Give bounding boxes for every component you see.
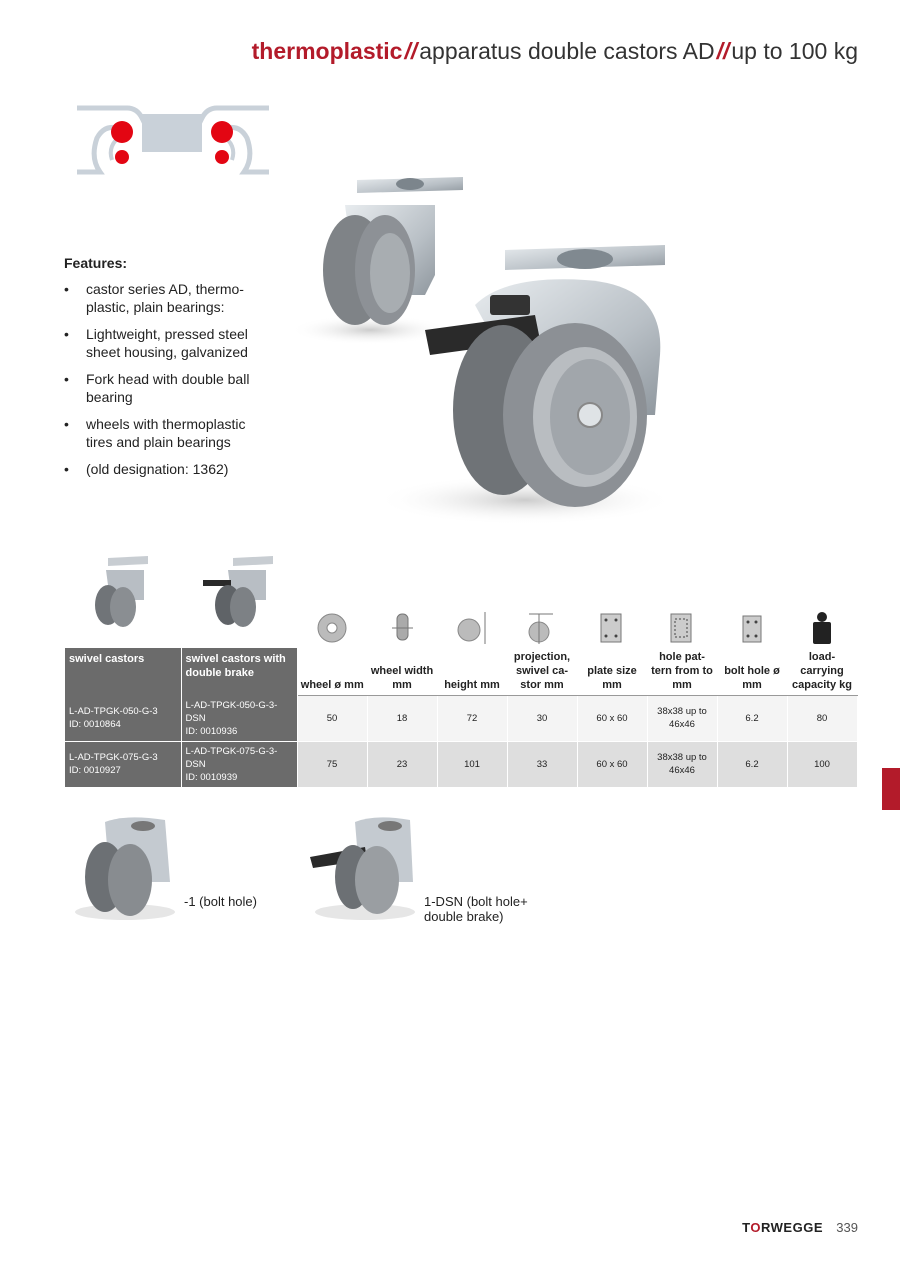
col-header-wheel-dia: wheel ø mm: [297, 648, 367, 696]
col-header-wheel-width: wheel width mm: [367, 648, 437, 696]
header-category: thermoplastic: [251, 38, 403, 64]
swivel-cell: [65, 696, 181, 742]
bolt-hole-castor-photo: [65, 812, 180, 924]
header-load: up to 100 kg: [731, 38, 858, 64]
hole-pattern-icon: [668, 610, 698, 646]
cell-bolt-hole: 6.2: [717, 741, 787, 787]
cell-wheel-width: 18: [367, 696, 437, 742]
variant-bolt-hole-brake-caption: 1-DSN (bolt hole+ double brake): [424, 894, 528, 924]
wheel-width-icon: [390, 608, 415, 646]
table-row: [65, 741, 857, 787]
article-code: L-AD-TPGK-050-G-3-DSN: [185, 699, 278, 724]
double-castor-diagram: [72, 100, 272, 180]
page-header: [252, 38, 858, 65]
cell-hole-pattern: 38x38 up to 46x46: [647, 741, 717, 787]
brand-logo: [742, 1220, 823, 1235]
weight-icon: [810, 610, 835, 646]
cell-projection: 33: [507, 741, 577, 787]
article-code: L-AD-TPGK-050-G-3: [69, 706, 158, 717]
page-number: 339: [836, 1220, 858, 1235]
col-header-hole-pattern: hole pat-tern from to mm: [647, 648, 717, 696]
logo-text: RWEGGE: [761, 1220, 823, 1235]
col-header-bolt-hole: bolt hole ø mm: [717, 648, 787, 696]
header-separator: //: [404, 38, 418, 64]
cell-bolt-hole: 6.2: [717, 696, 787, 742]
brake-cell: [181, 741, 297, 787]
cell-plate-size: 60 x 60: [577, 696, 647, 742]
cell-wheel-dia: 50: [297, 696, 367, 742]
feature-item: • wheels with thermoplastic tires and plain bearings: [64, 415, 274, 451]
article-id: ID: 0010936: [185, 725, 238, 737]
features-list: [64, 280, 274, 487]
plate-size-icon: [598, 610, 628, 646]
logo-text-o: O: [750, 1220, 761, 1235]
cell-wheel-width: 23: [367, 741, 437, 787]
table-header-row: [65, 648, 857, 696]
cell-load: 100: [787, 741, 857, 787]
projection-icon: [525, 610, 557, 646]
article-code: L-AD-TPGK-075-G-3-DSN: [185, 745, 278, 770]
table-row: [65, 696, 857, 742]
cell-load: 80: [787, 696, 857, 742]
variant-bolt-hole-caption: -1 (bolt hole): [184, 894, 257, 909]
feature-item: • castor series AD, thermo-plastic, plain bearings:: [64, 280, 274, 316]
cell-projection: 30: [507, 696, 577, 742]
article-id: ID: 0010939: [185, 771, 238, 783]
cell-height: 72: [437, 696, 507, 742]
header-separator: //: [716, 38, 730, 64]
col-header-swivel: swivel castors: [65, 648, 181, 696]
wheel-diameter-icon: [315, 612, 350, 644]
col-header-plate-size: plate size mm: [577, 648, 647, 696]
cell-hole-pattern: 38x38 up to 46x46: [647, 696, 717, 742]
col-header-swivel-brake: swivel castors with double brake: [181, 648, 297, 696]
cell-wheel-dia: 75: [297, 741, 367, 787]
product-photo-main: [285, 155, 685, 535]
feature-item: • (old designation: 1362): [64, 460, 274, 478]
cell-height: 101: [437, 741, 507, 787]
col-header-load: load-carrying capacity kg: [787, 648, 857, 696]
feature-item: • Lightweight, pressed steel sheet housing, galvanized: [64, 325, 274, 361]
swivel-brake-castor-thumbnail: [198, 550, 278, 630]
feature-item: • Fork head with double ball bearing: [64, 370, 274, 406]
col-header-projection: projection, swivel ca-stor mm: [507, 648, 577, 696]
logo-text: T: [742, 1220, 751, 1235]
article-id: ID: 0010927: [69, 765, 121, 776]
article-code: L-AD-TPGK-075-G-3: [69, 752, 158, 763]
col-header-height: height mm: [437, 648, 507, 696]
swivel-cell: [65, 741, 181, 787]
height-icon: [455, 610, 490, 646]
spec-table: [65, 648, 858, 787]
cell-plate-size: 60 x 60: [577, 741, 647, 787]
brake-cell: [181, 696, 297, 742]
features-title: Features:: [64, 255, 128, 271]
bolt-hole-icon: [740, 610, 768, 646]
section-tab: [882, 768, 900, 810]
bolt-hole-brake-castor-photo: [305, 812, 420, 924]
swivel-castor-thumbnail: [88, 550, 158, 630]
header-product: apparatus double castors AD: [419, 38, 715, 64]
article-id: ID: 0010864: [69, 719, 121, 730]
